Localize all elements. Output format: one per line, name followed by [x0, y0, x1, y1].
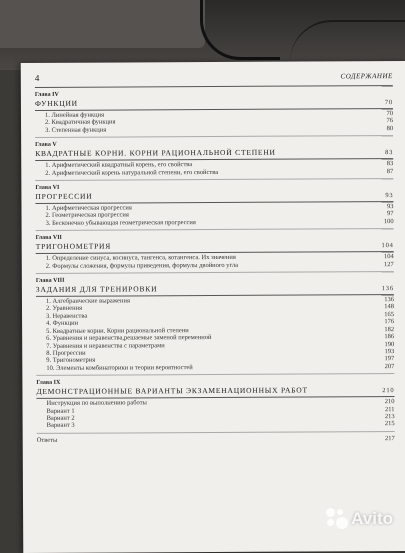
chapter-label: Глава V: [35, 142, 57, 149]
toc-item: [37, 420, 395, 429]
chapter-label: Глава VI: [35, 184, 60, 191]
toc-item-text: 2. Арифметический корень натуральной степени, его свойства: [45, 168, 219, 177]
toc-item-text: 10. Элементы комбинаторики и теории вероятностей: [46, 363, 193, 372]
page-number: 4: [34, 72, 40, 83]
toc-item-page: 210: [384, 398, 395, 406]
chapter-page-number: 104: [381, 242, 394, 250]
toc-item-text: Вариант 2: [46, 414, 75, 422]
toc-item-page: 211: [385, 405, 395, 413]
toc-item: [36, 363, 394, 372]
toc-item-text: 2. Уравнения: [45, 305, 83, 313]
chapter-section: [35, 139, 393, 181]
toc-item-text: 9. Тригонометрия: [46, 356, 96, 365]
page-title: СОДЕРЖАНИЕ: [340, 72, 393, 81]
toc-item-text: 1. Арифметический квадратный корень, его свойства: [45, 161, 193, 170]
toc-item-text: 1. Алгебраические выражения: [45, 297, 130, 305]
toc-item-text: 3. Бесконечно убывающая геометрическая прогрессия: [45, 218, 196, 227]
toc-item-page: 165: [384, 310, 395, 318]
book-page: [21, 61, 405, 553]
toc-item-page: 76: [386, 117, 394, 125]
toc-item-text: 7. Уравнения и неравенства с параметрами: [46, 341, 165, 350]
chapter-title-row: [36, 240, 394, 254]
toc-item-page: 104: [383, 253, 394, 261]
answers-page: 217: [384, 434, 395, 442]
toc-item-text: Вариант 1: [46, 407, 75, 415]
toc-item-text: 3. Степенная функция: [45, 126, 107, 134]
chapter-page-number: 70: [384, 99, 393, 107]
chapter-title-row: [35, 147, 393, 161]
chapter-title-row: [35, 97, 393, 111]
chapter-title-row: [36, 385, 394, 399]
chapter-section: [36, 377, 394, 433]
toc-item-text: 1. Определение синуса, косинуса, тангенса, котангенса. Их значения: [45, 254, 236, 263]
toc-item-page: 197: [384, 355, 395, 363]
toc-item-page: 190: [384, 340, 395, 348]
avito-watermark: [326, 508, 393, 530]
toc-item-page: 100: [383, 217, 394, 225]
chapter-page-number: 210: [382, 387, 395, 395]
toc-item-text: 2. Квадратичная функция: [45, 118, 116, 127]
watermark-text: Avito: [351, 509, 393, 528]
toc-item-text: 2. Формулы сложения, формулы приведения, формулы двойного угла: [45, 261, 239, 270]
avito-logo-icon: [326, 508, 348, 530]
chapter-title: ДЕМОНСТРАЦИОННЫЕ ВАРИАНТЫ ЭКЗАМЕНАЦИОННЫХ РАБОТ: [36, 385, 308, 397]
chapter-title: КВАДРАТНЫЕ КОРНИ. КОРНИ РАЦИОНАЛЬНОЙ СТЕПЕНИ: [35, 147, 276, 159]
toc-item-text: 4. Функции: [46, 319, 79, 328]
toc-item-page: 182: [384, 325, 395, 333]
answers-row: [37, 435, 395, 444]
toc-item-page: 97: [386, 210, 394, 218]
chapter-label: Глава IV: [34, 91, 59, 98]
toc-item-page: 213: [384, 412, 395, 421]
chapter-page-number: 136: [381, 285, 394, 293]
toc-item-page: 176: [384, 318, 395, 326]
toc-item-page: 186: [384, 333, 395, 341]
answers-text: Ответы: [36, 436, 58, 444]
toc-item-page: 87: [386, 167, 394, 175]
toc-item-text: 3. Неравенства: [46, 312, 88, 320]
toc-item-text: 1. Линейная функция: [44, 111, 105, 119]
monitor-stand-shape: [0, 0, 205, 48]
toc-item-page: 207: [384, 362, 395, 370]
chapter-section: [36, 275, 395, 376]
toc-item-page: 80: [386, 124, 394, 132]
toc-item-text: 1. Арифметическая прогрессия: [45, 204, 132, 212]
toc-item-page: 148: [384, 303, 395, 311]
toc-item-page: 70: [386, 110, 394, 118]
toc-item: [36, 218, 394, 227]
toc-item: [35, 168, 393, 177]
chapter-page-number: 93: [385, 192, 394, 200]
chapter-title: ФУНКЦИИ: [34, 98, 78, 108]
toc-item-text: 5. Квадратные корни. Корни рациональной степени: [46, 326, 189, 335]
table-of-contents: [35, 89, 395, 444]
toc-item-text: Инструкция по выполнению работы: [46, 399, 147, 408]
chapter-section: [35, 89, 393, 138]
chapter-page-number: 83: [385, 149, 394, 157]
chapter-section: [36, 232, 394, 274]
toc-item-text: 2. Геометрическая прогрессия: [45, 211, 129, 220]
chapter-label: Глава VIII: [35, 277, 65, 285]
toc-item-page: 83: [386, 160, 394, 168]
toc-item: [35, 125, 393, 134]
chapter-title-row: [35, 190, 393, 204]
toc-item-page: 193: [384, 347, 395, 356]
toc-item-page: 136: [384, 296, 394, 304]
chapter-label: Глава IX: [36, 379, 61, 387]
chapter-title: ЗАДАНИЯ ДЛЯ ТРЕНИРОВКИ: [35, 284, 158, 294]
toc-item: [36, 261, 394, 270]
toc-item-text: 6. Уравнения и неравенства,решаемые заменой переменной: [46, 334, 212, 342]
chapter-title: ТРИГОНОМЕТРИЯ: [35, 241, 112, 252]
toc-item-page: 93: [386, 203, 394, 211]
chapter-section: [35, 182, 393, 231]
chapter-title-row: [36, 283, 394, 297]
chapter-title: ПРОГРЕССИИ: [35, 191, 93, 201]
chapter-label: Глава VII: [35, 235, 62, 242]
page-header: [35, 71, 393, 88]
toc-item-page: 215: [384, 420, 395, 428]
toc-item-text: Вариант 3: [46, 422, 75, 430]
toc-item-text: 8. Прогрессии: [46, 349, 86, 357]
toc-item-page: 127: [384, 260, 394, 268]
